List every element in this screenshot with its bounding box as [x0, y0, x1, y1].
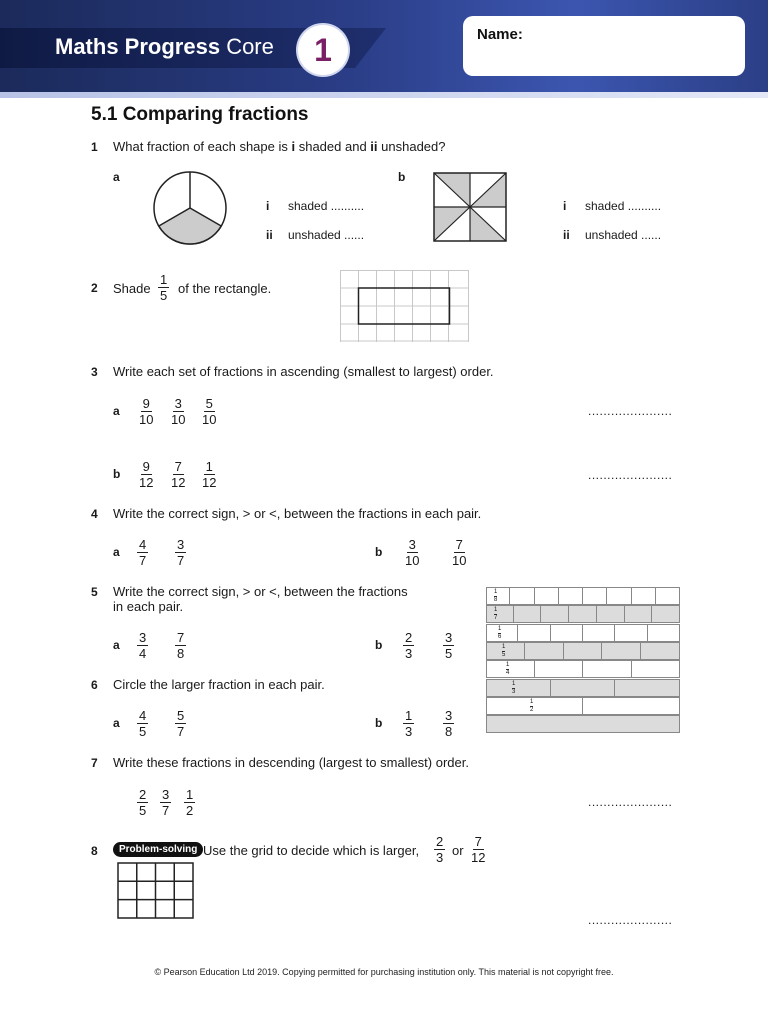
question-5-text-line1: Write the correct sign, > or <, between the fractions [113, 584, 408, 599]
q3a-fraction-1: $\frac{9}{10}$ [139, 396, 154, 427]
q8-answer-line[interactable]: ...................... [588, 913, 673, 927]
fraction-wall-row-6 [486, 624, 680, 642]
question-7-text: Write these fractions in descending (largest to smallest) order. [113, 755, 469, 770]
q1-part-a-label: a [113, 170, 120, 184]
q6b-fraction-1[interactable]: $\frac{1}{3}$ [405, 708, 413, 739]
question-6-text: Circle the larger fraction in each pair. [113, 677, 325, 692]
q1a-shaded-answer[interactable]: shaded .......... [288, 199, 365, 213]
fraction-wall-cell [563, 642, 603, 660]
q8-grid[interactable] [117, 862, 194, 919]
q1-part-b-label: b [398, 170, 406, 184]
question-4-text: Write the correct sign, > or <, between the fractions in each pair. [113, 506, 482, 521]
q1-circle-shape [152, 170, 228, 246]
fraction-wall-cell [601, 642, 641, 660]
fraction-wall-cell [517, 624, 550, 642]
q4b-fraction-2: $\frac{7}{10}$ [452, 537, 467, 568]
q1b-unshaded-answer[interactable]: unshaded ...... [585, 228, 662, 242]
fraction-wall-label: 1 6 [498, 625, 502, 640]
q4b-fraction-1: $\frac{3}{10}$ [405, 537, 420, 568]
q6a-fraction-2[interactable]: $\frac{5}{7}$ [177, 708, 185, 739]
q3-part-a-label: a [113, 404, 120, 418]
fraction-wall-row-8 [486, 587, 680, 605]
q5-part-a-label: a [113, 638, 120, 652]
question-6-number: 6 [91, 678, 98, 692]
copyright-footer: © Pearson Education Ltd 2019. Copying permitted for purchasing institution only. This material is not copyright free. [154, 967, 614, 977]
q8-fraction-2: $\frac{7}{12}$ [471, 834, 486, 865]
fraction-wall-label: 1 5 [502, 643, 506, 658]
fraction-wall-cell [486, 715, 680, 733]
q1a-ii-label: ii [266, 228, 273, 242]
question-8-text: Use the grid to decide which is larger, [203, 843, 420, 858]
q5b-fraction-1: $\frac{2}{3}$ [405, 630, 413, 661]
series-number-badge: 1 [298, 25, 348, 75]
fraction-wall-cell [486, 624, 518, 642]
q1-square-shape [432, 171, 508, 243]
q2-fraction: $\frac{1}{5}$ [160, 272, 168, 303]
q7-fraction-3: $\frac{1}{2}$ [186, 787, 194, 818]
q3b-answer-line[interactable]: ...................... [588, 468, 673, 482]
question-2-text-pre: Shade [113, 281, 151, 296]
fraction-wall-cell [582, 587, 607, 605]
q6-part-b-label: b [375, 716, 383, 730]
name-field[interactable] [463, 16, 745, 76]
fraction-wall-cell [582, 697, 680, 715]
q5-part-b-label: b [375, 638, 383, 652]
q1a-unshaded-answer[interactable]: unshaded ...... [288, 228, 365, 242]
name-label: Name: [477, 26, 523, 43]
fraction-wall-row-4 [486, 660, 680, 678]
fraction-wall-cell [486, 660, 535, 678]
fraction-wall-cell [624, 605, 653, 623]
fraction-wall-cell [606, 587, 631, 605]
q6a-fraction-1[interactable]: $\frac{4}{5}$ [139, 708, 147, 739]
fraction-wall-cell [534, 660, 584, 678]
fraction-wall-cell [540, 605, 569, 623]
fraction-wall-cell [596, 605, 625, 623]
q3-part-b-label: b [113, 467, 121, 481]
problem-solving-badge: Problem-solving [113, 842, 203, 857]
fraction-wall-cell [550, 679, 616, 697]
q4a-fraction-2: $\frac{3}{7}$ [177, 537, 185, 568]
question-3-text: Write each set of fractions in ascending (smallest to largest) order. [113, 364, 494, 379]
fraction-wall-cell [631, 587, 656, 605]
q7-answer-line[interactable]: ...................... [588, 795, 673, 809]
fraction-wall-row-5 [486, 642, 680, 660]
q6b-fraction-2[interactable]: $\frac{3}{8}$ [445, 708, 453, 739]
question-5-number: 5 [91, 585, 98, 599]
question-1-number: 1 [91, 140, 98, 154]
fraction-wall-cell [631, 660, 681, 678]
q1b-i-label: i [563, 199, 567, 213]
q4-part-a-label: a [113, 545, 120, 559]
fraction-wall-row-2 [486, 697, 680, 715]
fraction-wall-cell [558, 587, 583, 605]
fraction-wall [486, 587, 680, 734]
q1a-i-label: i [266, 199, 270, 213]
fraction-wall-row-1 [486, 715, 680, 733]
q3a-answer-line[interactable]: ...................... [588, 404, 673, 418]
question-2-number: 2 [91, 281, 98, 295]
header-underline [0, 92, 768, 98]
fraction-wall-label: 1 3 [512, 680, 516, 695]
fraction-wall-cell [486, 587, 510, 605]
question-7-number: 7 [91, 756, 98, 770]
fraction-wall-label: 1 7 [494, 607, 498, 622]
fraction-wall-label: 1 2 [530, 698, 534, 713]
q3b-fraction-2: $\frac{7}{12}$ [171, 459, 186, 490]
fraction-wall-cell [486, 642, 525, 660]
q1b-ii-label: ii [563, 228, 570, 242]
fraction-wall-cell [614, 624, 647, 642]
fraction-wall-cell [534, 587, 559, 605]
q5b-fraction-2: $\frac{3}{5}$ [445, 630, 453, 661]
q4-part-b-label: b [375, 545, 383, 559]
fraction-wall-cell [582, 624, 615, 642]
q3a-fraction-3: $\frac{5}{10}$ [202, 396, 217, 427]
fraction-wall-cell [568, 605, 597, 623]
q5a-fraction-2: $\frac{7}{8}$ [177, 630, 185, 661]
q4a-fraction-1: $\frac{4}{7}$ [139, 537, 147, 568]
page-title: 5.1 Comparing fractions [91, 104, 309, 125]
fraction-wall-cell [582, 660, 632, 678]
fraction-wall-label: 1 8 [494, 589, 498, 603]
fraction-wall-cell [655, 587, 680, 605]
fraction-wall-cell [550, 624, 583, 642]
fraction-wall-cell [614, 679, 680, 697]
series-title: Maths Progress Core [55, 34, 274, 59]
q7-fraction-2: $\frac{3}{7}$ [162, 787, 170, 818]
q3a-fraction-2: $\frac{3}{10}$ [171, 396, 186, 427]
fraction-wall-cell [486, 605, 514, 623]
q8-fraction-1: $\frac{2}{3}$ [436, 834, 444, 865]
question-8-number: 8 [91, 844, 98, 858]
question-4-number: 4 [91, 507, 98, 521]
fraction-wall-row-7 [486, 605, 680, 623]
fraction-wall-cell [513, 605, 542, 623]
q3b-fraction-1: $\frac{9}{12}$ [139, 459, 154, 490]
fraction-wall-cell [651, 605, 680, 623]
question-2-text-post: of the rectangle. [178, 281, 272, 296]
q8-or: or [452, 843, 464, 858]
fraction-wall-cell [524, 642, 564, 660]
q6-part-a-label: a [113, 716, 120, 730]
fraction-wall-cell [486, 679, 551, 697]
question-3-number: 3 [91, 365, 98, 379]
question-1-text: What fraction of each shape is i shaded and ii unshaded? [113, 139, 446, 154]
q2-rectangle-grid[interactable] [340, 270, 470, 342]
fraction-wall-cell [640, 642, 680, 660]
fraction-wall-cell [486, 697, 583, 715]
fraction-wall-label: 1 4 [506, 662, 510, 677]
q7-fraction-1: $\frac{2}{5}$ [139, 787, 147, 818]
fraction-wall-cell [647, 624, 680, 642]
question-5-text-line2: in each pair. [113, 599, 184, 614]
fraction-wall-cell [509, 587, 534, 605]
q5a-fraction-1: $\frac{3}{4}$ [139, 630, 147, 661]
q1b-shaded-answer[interactable]: shaded .......... [585, 199, 662, 213]
q3b-fraction-3: $\frac{1}{12}$ [202, 459, 217, 490]
